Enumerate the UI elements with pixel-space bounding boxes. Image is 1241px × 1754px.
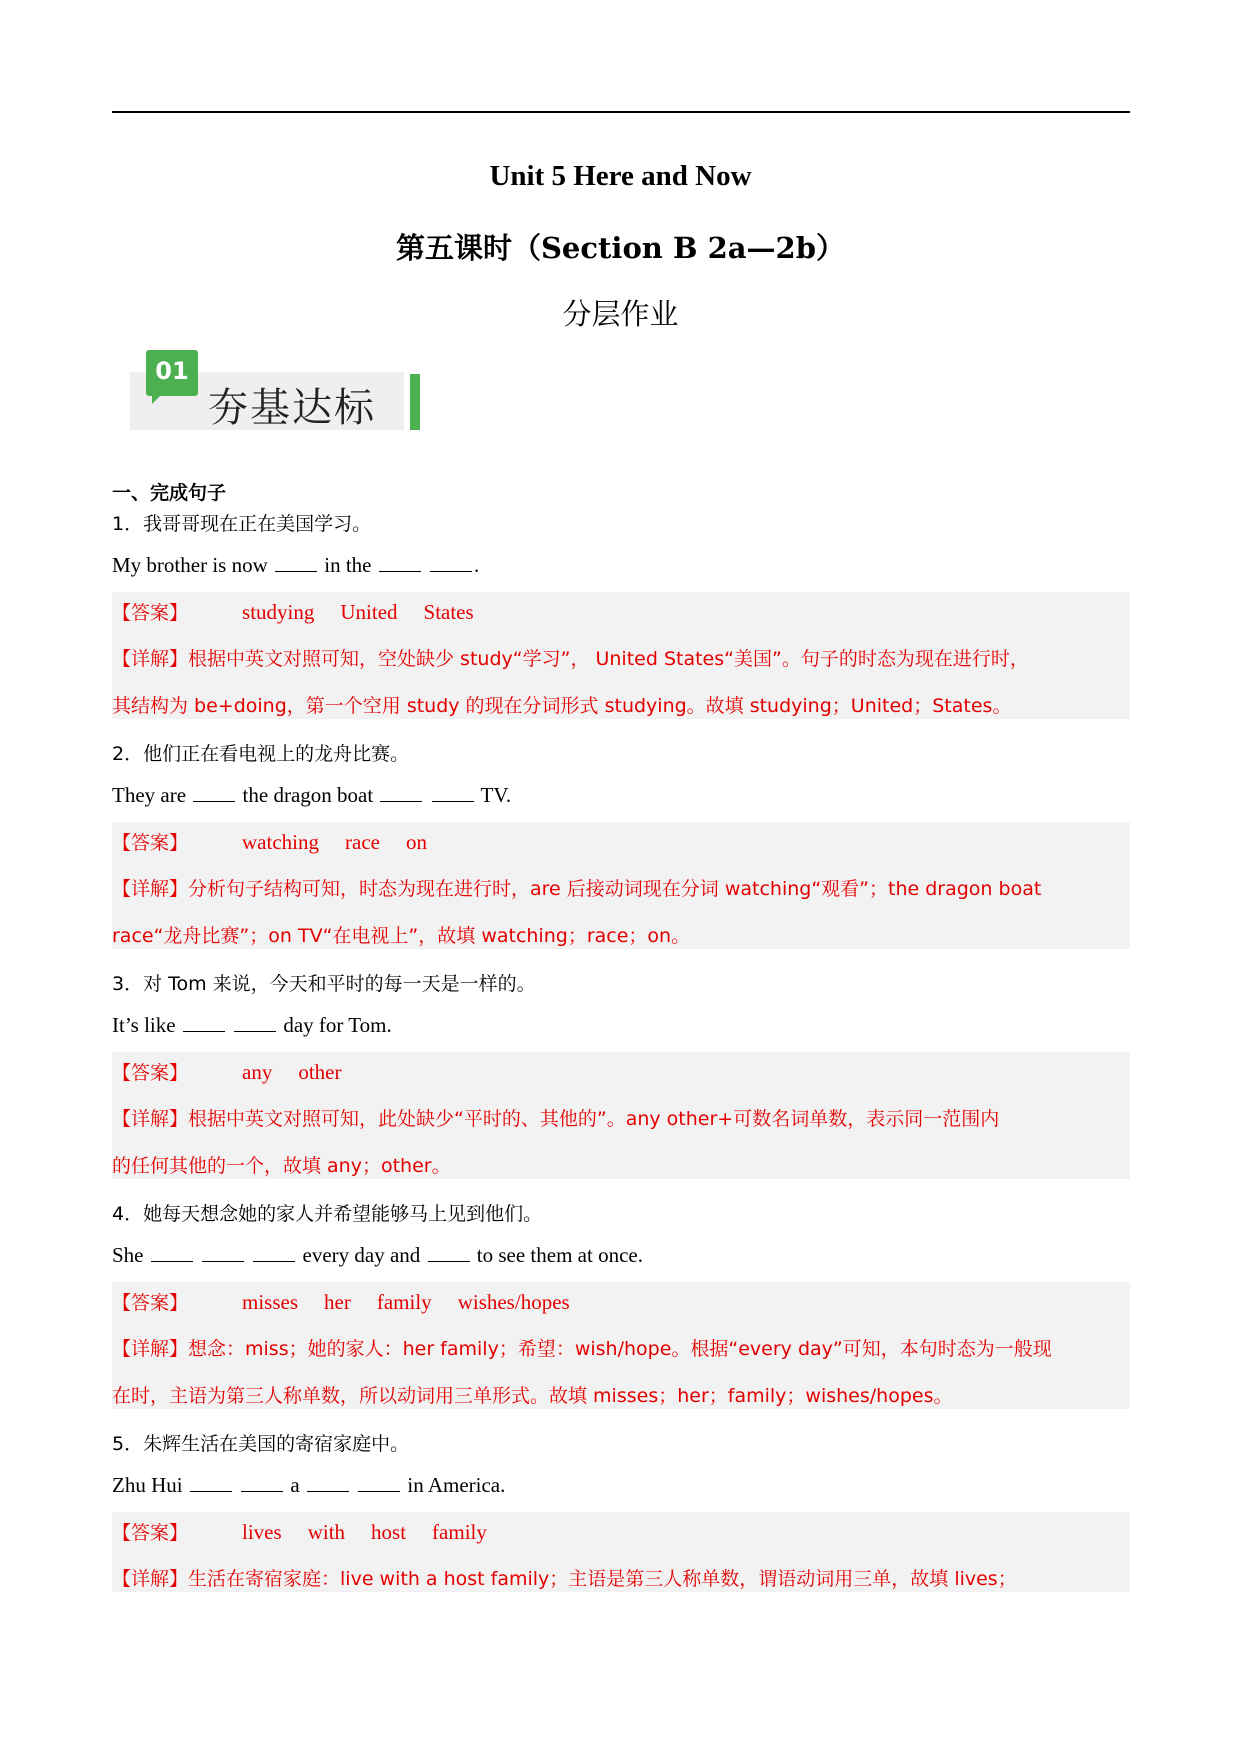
answer-box-1	[112, 592, 1130, 719]
answer-line-1: 【答案】 studying United States	[112, 600, 474, 624]
level-banner	[130, 350, 422, 434]
answer-line-4: 【答案】 misses her family wishes/hopes	[112, 1290, 570, 1314]
answer-box-5	[112, 1512, 1130, 1592]
header-rule	[112, 111, 1130, 113]
question-2-chinese: 2．他们正在看电视上的龙舟比赛。	[112, 743, 410, 765]
explanation-3-line-2: 的任何其他的一个，故填 any；other。	[112, 1155, 451, 1177]
question-5-chinese: 5．朱辉生活在美国的寄宿家庭中。	[112, 1433, 410, 1455]
answer-line-5: 【答案】 lives with host family	[112, 1520, 487, 1544]
answer-line-3: 【答案】 any other	[112, 1060, 342, 1084]
question-4-english: She every day and to see them at once.	[112, 1243, 643, 1267]
question-1-chinese: 1．我哥哥现在正在美国学习。	[112, 513, 372, 535]
explanation-2-line-1: 【详解】分析句子结构可知，时态为现在进行时，are 后接动词现在分词 watching“观看”；the dragon boat	[112, 878, 1042, 900]
question-3-english: It’s like day for Tom.	[112, 1013, 392, 1037]
banner-accent-bar	[410, 374, 420, 430]
section-heading: 一、完成句子	[112, 482, 227, 504]
explanation-4-line-1: 【详解】想念：miss；她的家人：her family；希望：wish/hope。根据“every day”可知，本句时态为一般现	[112, 1338, 1052, 1360]
answer-box-4	[112, 1282, 1130, 1409]
homework-label: 分层作业	[562, 297, 679, 331]
question-1-english: My brother is now in the .	[112, 553, 480, 577]
answer-box-2	[112, 822, 1130, 949]
explanation-2-line-2: race“龙舟比赛”；on TV“在电视上”，故填 watching；race；on。	[112, 925, 691, 947]
question-2-english: They are the dragon boat TV.	[112, 783, 512, 807]
lesson-subtitle: 第五课时（Section B 2a—2b）	[395, 231, 846, 265]
explanation-1-line-1: 【详解】根据中英文对照可知，空处缺少 study“学习”， United States“美国”。句子的时态为现在进行时，	[112, 648, 1029, 670]
banner-number: 01	[146, 350, 198, 396]
answer-line-2: 【答案】 watching race on	[112, 830, 427, 854]
explanation-4-line-2: 在时，主语为第三人称单数，所以动词用三单形式。故填 misses；her；family；wishes/hopes。	[112, 1385, 953, 1407]
question-4-chinese: 4．她每天想念她的家人并希望能够马上见到他们。	[112, 1203, 543, 1225]
explanation-3-line-1: 【详解】根据中英文对照可知，此处缺少“平时的、其他的”。any other+可数名词单数，表示同一范围内	[112, 1108, 1000, 1130]
unit-title: Unit 5 Here and Now	[489, 160, 752, 192]
banner-label: 夯基达标	[208, 385, 376, 431]
explanation-1-line-2: 其结构为 be+doing，第一个空用 study 的现在分词形式 studying。故填 studying；United；States。	[112, 695, 1012, 717]
question-3-chinese: 3．对 Tom 来说，今天和平时的每一天是一样的。	[112, 973, 536, 995]
explanation-5-line-1: 【详解】生活在寄宿家庭：live with a host family；主语是第三人称单数，谓语动词用三单，故填 lives；	[112, 1568, 1017, 1590]
answer-box-3	[112, 1052, 1130, 1179]
question-5-english: Zhu Hui a in America.	[112, 1473, 506, 1497]
